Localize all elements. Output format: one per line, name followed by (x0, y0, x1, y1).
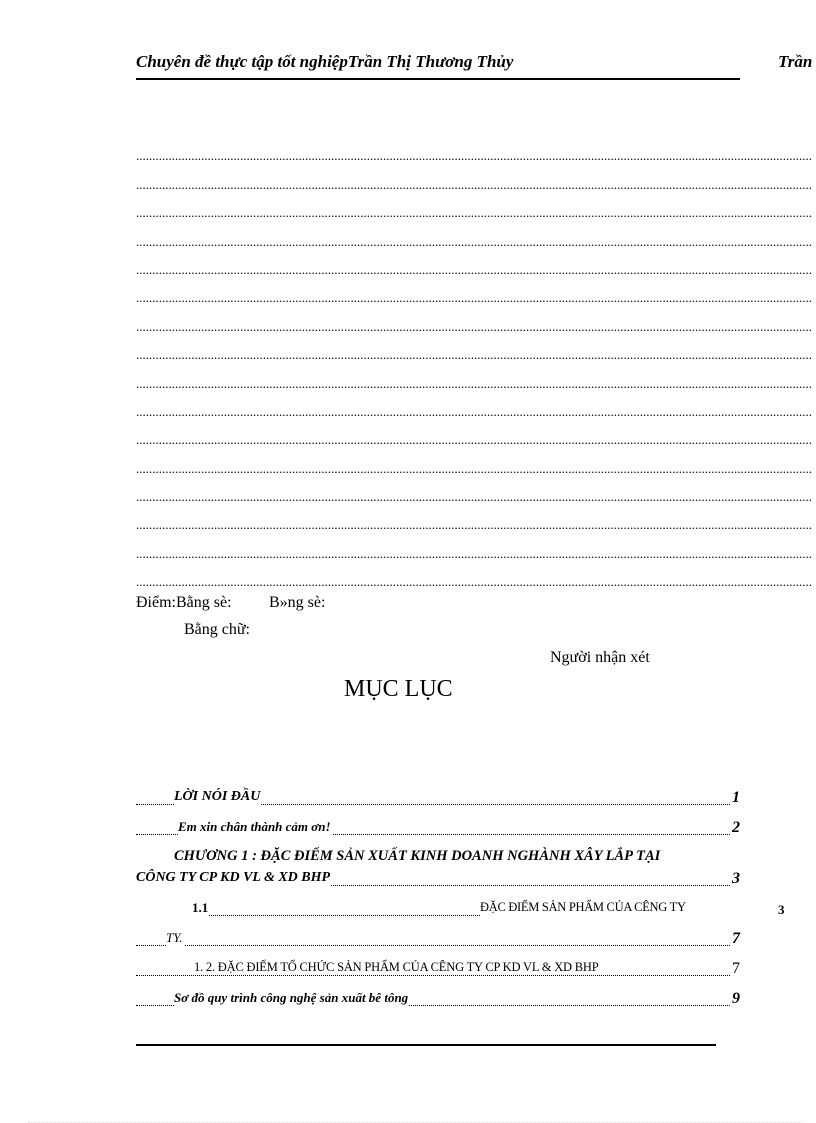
score-number-label-alt: B»ng sè: (269, 594, 326, 611)
score-label: Điểm: (136, 594, 176, 611)
toc-label: Sơ đồ quy trình công nghệ sản xuất bê tông (174, 990, 409, 1005)
toc-page-number: 7 (732, 960, 740, 977)
dotted-line: ................................................................................................................................................................................................................ (136, 432, 812, 448)
dotted-line: ................................................................................................................................................................................................................ (136, 261, 812, 277)
toc-leader-dots (136, 945, 730, 946)
toc-page-number: 3 (732, 870, 740, 887)
page-title: MỤC LỤC (344, 676, 453, 702)
dotted-line: ................................................................................................................................................................................................................ (136, 460, 812, 476)
toc-label: 1.1 (192, 900, 209, 915)
toc-page-number: 3 (778, 902, 785, 917)
toc-entry[interactable] (136, 900, 740, 918)
header-left-text: Chuyên đề thực tập tốt nghiệpTrần Thị Thương Thủy (136, 52, 514, 71)
toc-page-number: 7 (732, 930, 740, 947)
toc-page-number: 9 (732, 990, 740, 1007)
footer-rule (136, 1044, 716, 1046)
score-number-label: Bằng sè: (176, 594, 232, 611)
dotted-line: ................................................................................................................................................................................................................ (136, 290, 812, 306)
dotted-line: ................................................................................................................................................................................................................ (136, 148, 812, 164)
dotted-line: ................................................................................................................................................................................................................ (136, 375, 812, 391)
toc-chapter-heading[interactable]: CHƯƠNG 1 : ĐẶC ĐIỂM SẢN XUẤT KINH DOANH NGHÀNH XÂY LẮP TẠI (174, 848, 661, 864)
review-dotted-lines (136, 134, 812, 590)
toc-entry[interactable] (136, 819, 740, 837)
toc-entry[interactable] (136, 930, 740, 948)
dotted-line: ................................................................................................................................................................................................................ (136, 347, 812, 363)
toc-page-number: 1 (732, 789, 740, 806)
dotted-line: ................................................................................................................................................................................................................ (136, 574, 812, 590)
toc-page-number: 2 (732, 819, 740, 836)
toc-label: Em xin chân thành cảm ơn! (178, 819, 331, 834)
header-right-text: Trần (778, 52, 813, 71)
reviewer-label: Người nhận xét (550, 649, 650, 666)
dotted-line: ................................................................................................................................................................................................................ (136, 517, 812, 533)
dotted-line: ................................................................................................................................................................................................................ (136, 205, 812, 221)
toc-label: CÔNG TY CP KD VL & XD BHP (136, 870, 331, 885)
score-words-label: Bằng chữ: (184, 621, 250, 638)
toc-leader-dots (206, 915, 480, 916)
toc-entry[interactable] (136, 870, 740, 888)
header-rule (136, 78, 740, 80)
dotted-line: ................................................................................................................................................................................................................ (136, 233, 812, 249)
toc-label: TY. (166, 930, 183, 945)
toc-label-right: ĐẶC ĐIỂM SẢN PHẨM CỦA CÊNG TY (480, 900, 686, 914)
toc-label: 1. 2. ĐẶC ĐIỂM TỔ CHỨC SẢN PHẨM CỦA CÊNG TY CP KD VL & XD BHP (194, 960, 599, 974)
dotted-line: ................................................................................................................................................................................................................ (136, 176, 812, 192)
toc-entry[interactable] (136, 960, 740, 978)
toc-entry[interactable] (136, 789, 740, 807)
toc-label: LỜI NÓI ĐẦU (174, 789, 261, 804)
toc-leader-dots (136, 975, 730, 976)
toc-entry[interactable] (136, 990, 740, 1008)
dotted-line: ................................................................................................................................................................................................................ (136, 403, 812, 419)
dotted-line: ................................................................................................................................................................................................................ (136, 545, 812, 561)
dotted-line: ................................................................................................................................................................................................................ (136, 318, 812, 334)
dotted-line: ................................................................................................................................................................................................................ (136, 489, 812, 505)
